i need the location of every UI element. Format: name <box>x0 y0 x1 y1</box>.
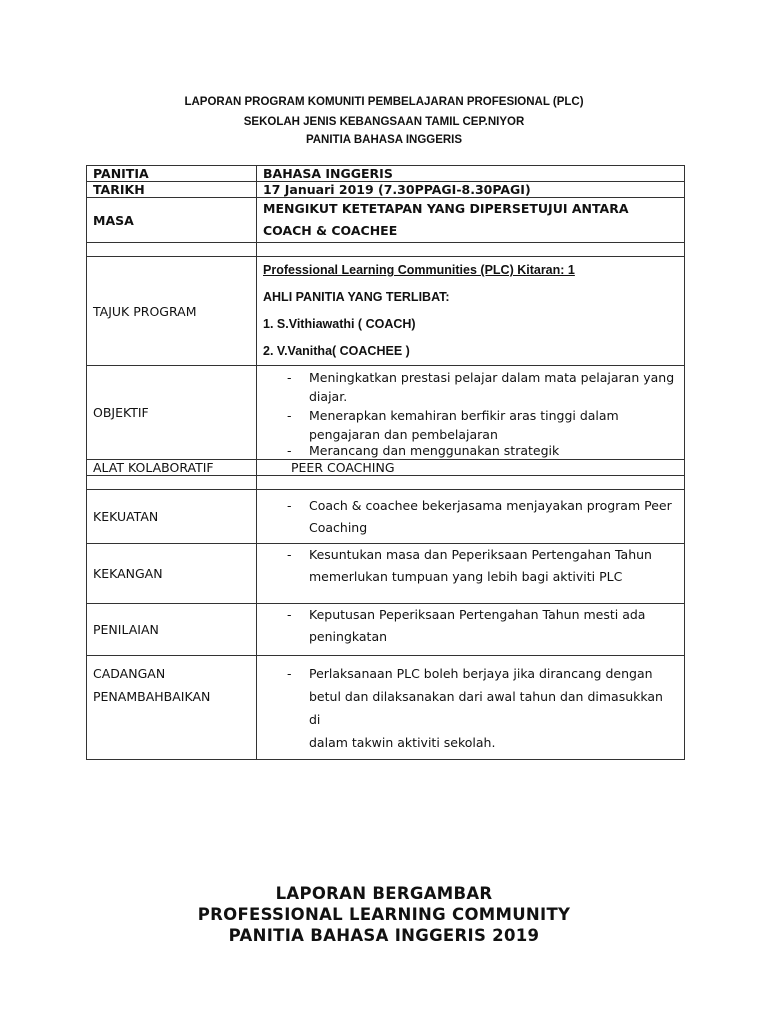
report-table <box>86 165 685 760</box>
objective-item <box>263 444 678 458</box>
penilaian-text: Keputusan Peperiksaan Pertengahan Tahun mesti ada <box>309 607 646 622</box>
school-name: SEKOLAH JENIS KEBANGSAAN TAMIL CEP.NIYOR <box>243 116 525 128</box>
row-spacer-2 <box>87 476 685 490</box>
label-penilaian: PENILAIAN <box>87 604 257 656</box>
bullet-dash: - <box>287 442 292 458</box>
panel-name: PANITIA BAHASA INGGERIS <box>305 134 463 146</box>
bullet-dash: - <box>287 407 292 423</box>
row-kekuatan <box>87 490 685 544</box>
program-title: Professional Learning Communities (PLC) Kitaran: 1 <box>263 263 575 277</box>
row-spacer-1 <box>87 243 685 257</box>
label-tarikh: TARIKH <box>87 182 257 198</box>
bullet-dash: - <box>287 497 292 513</box>
cadangan-text: Perlaksanaan PLC boleh berjaya jika dirancang dengan <box>309 666 653 681</box>
label-cadangan <box>87 656 257 760</box>
objective-text: pengajaran dan pembelajaran <box>309 426 498 442</box>
row-kekangan <box>87 544 685 604</box>
value-kekuatan <box>257 490 685 544</box>
value-panitia: BAHASA INGGERIS <box>257 166 685 182</box>
kekangan-text: Kesuntukan masa dan Peperiksaan Pertengahan Tahun <box>309 547 652 562</box>
row-tarikh <box>87 182 685 198</box>
footer-title-line1: LAPORAN BERGAMBAR <box>275 884 493 903</box>
kekangan-text: memerlukan tumpuan yang lebih bagi aktiviti PLC <box>309 569 623 584</box>
label-kekuatan: KEKUATAN <box>87 490 257 544</box>
label-panitia: PANITIA <box>87 166 257 182</box>
objective-text: Merancang dan menggunakan strategik <box>309 442 560 458</box>
bullet-dash: - <box>287 607 292 622</box>
cadangan-label: CADANGAN <box>93 666 166 681</box>
objective-item <box>263 368 678 406</box>
value-objektif <box>257 366 685 460</box>
value-masa <box>257 198 685 243</box>
bullet-dash: - <box>287 547 292 562</box>
objective-text: Menerapkan kemahiran berfikir aras tinggi dalam <box>309 407 619 423</box>
row-panitia <box>87 166 685 182</box>
kekuatan-text: Coach & coachee bekerjasama menjayakan program Peer <box>309 497 672 513</box>
penilaian-text: peningkatan <box>309 629 388 644</box>
value-penilaian <box>257 604 685 656</box>
member-coachee: 2. V.Vanitha( COACHEE ) <box>263 344 410 358</box>
masa-line1: MENGIKUT KETETAPAN YANG DIPERSETUJUI ANTARA <box>263 201 629 216</box>
value-tarikh: 17 Januari 2019 (7.30PPAGI-8.30PAGI) <box>257 182 685 198</box>
row-alat <box>87 460 685 476</box>
row-cadangan <box>87 656 685 760</box>
label-tajuk: TAJUK PROGRAM <box>87 257 257 366</box>
label-masa: MASA <box>87 198 257 243</box>
masa-line2: COACH & COACHEE <box>263 223 398 238</box>
row-masa <box>87 198 685 243</box>
footer-title-line3: PANITIA BAHASA INGGERIS 2019 <box>228 926 540 945</box>
bullet-dash: - <box>287 666 292 681</box>
objective-text: diajar. <box>309 388 348 404</box>
objective-text: Meningkatkan prestasi pelajar dalam mata pelajaran yang <box>309 369 675 385</box>
footer-title-line2: PROFESSIONAL LEARNING COMMUNITY <box>197 905 571 924</box>
label-objektif: OBJEKTIF <box>87 366 257 460</box>
value-tajuk <box>257 257 685 366</box>
row-objektif <box>87 366 685 460</box>
row-tajuk <box>87 257 685 366</box>
member-coach: 1. S.Vithiawathi ( COACH) <box>263 317 416 331</box>
cadangan-text: dalam takwin aktiviti sekolah. <box>309 735 496 750</box>
label-alat: ALAT KOLABORATIF <box>87 460 257 476</box>
objective-item <box>263 406 678 444</box>
cadangan-label: PENAMBAHBAIKAN <box>93 689 211 704</box>
value-alat: PEER COACHING <box>257 460 685 476</box>
bullet-dash: - <box>287 369 292 385</box>
row-penilaian <box>87 604 685 656</box>
value-kekangan <box>257 544 685 604</box>
cadangan-text: betul dan dilaksanakan dari awal tahun dan dimasukkan di <box>309 689 663 727</box>
kekuatan-text: Coaching <box>309 519 368 535</box>
members-heading: AHLI PANITIA YANG TERLIBAT: <box>263 290 450 304</box>
value-cadangan <box>257 656 685 760</box>
label-kekangan: KEKANGAN <box>87 544 257 604</box>
report-title-line1: LAPORAN PROGRAM KOMUNITI PEMBELAJARAN PROFESIONAL (PLC) <box>184 96 584 108</box>
